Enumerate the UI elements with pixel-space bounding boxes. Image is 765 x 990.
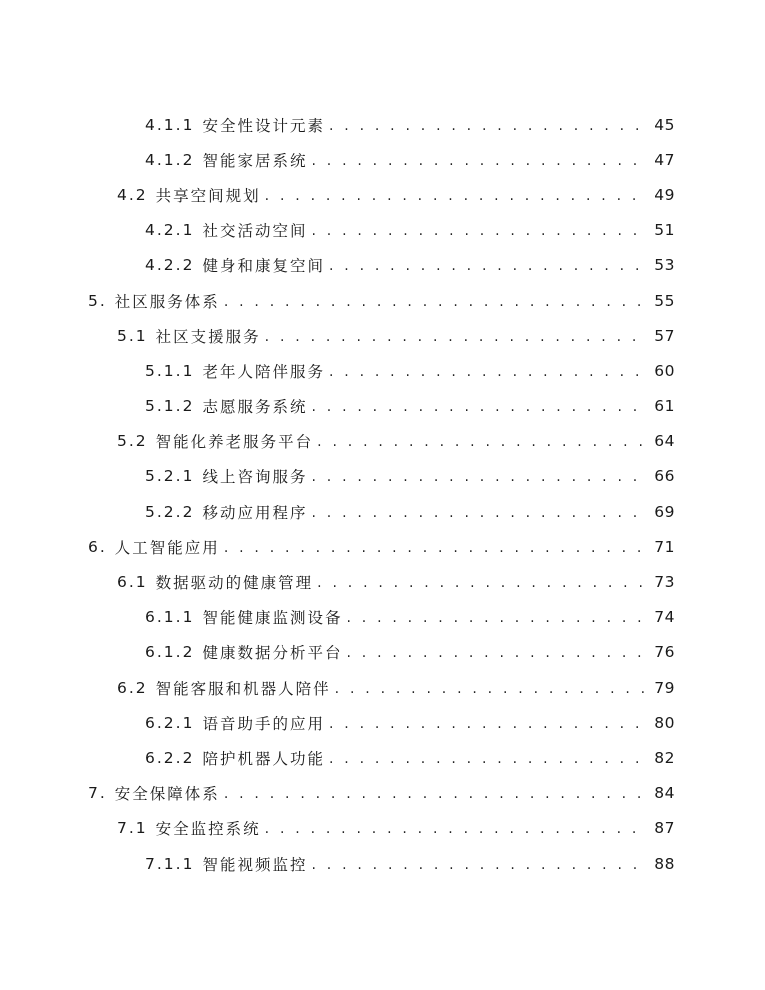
toc-entry-number: 6.2.2 (145, 748, 195, 767)
toc-dot-leader (224, 294, 669, 310)
toc-entry-number: 6.2 (117, 678, 148, 697)
toc-entry-title: 安全性设计元素 (202, 116, 325, 135)
toc-entry-title: 陪护机器人功能 (202, 749, 325, 768)
toc-entry-page-number: 57 (648, 327, 675, 345)
toc-dot-leader (329, 751, 669, 767)
toc-entry-page-number: 69 (648, 503, 675, 521)
toc-entry[interactable] (0, 705, 765, 740)
toc-dot-leader (317, 434, 669, 450)
toc-entry-number: 4.1.2 (145, 150, 195, 169)
toc-entry[interactable] (0, 318, 765, 353)
toc-entry-title: 社区服务体系 (114, 292, 220, 311)
toc-entry-number: 6.1.1 (145, 608, 195, 627)
toc-entry-title: 移动应用程序 (202, 503, 308, 522)
toc-entry[interactable] (0, 389, 765, 424)
toc-entry-number: 6.2.1 (145, 713, 195, 732)
toc-entry[interactable] (0, 283, 765, 318)
toc-entry-number: 6.1 (117, 573, 148, 592)
toc-dot-leader (346, 610, 669, 626)
toc-entry-page-number: 53 (648, 256, 675, 274)
toc-dot-leader (265, 329, 669, 345)
toc-entry-title: 数据驱动的健康管理 (155, 574, 314, 593)
toc-entry-title: 智能家居系统 (202, 151, 308, 170)
toc-entry-number: 4.2.2 (145, 256, 195, 275)
toc-dot-leader (329, 118, 669, 134)
toc-entry-number: 6.1.2 (145, 643, 195, 662)
toc-entry-title: 健康数据分析平台 (202, 644, 343, 663)
toc-entry-page-number: 61 (648, 397, 675, 415)
toc-entry-page-number: 66 (648, 467, 675, 485)
toc-entry-number: 7. (88, 784, 107, 803)
toc-dot-leader (224, 786, 669, 802)
toc-entry-title: 安全监控系统 (155, 820, 261, 839)
toc-entry-number: 4.1.1 (145, 115, 195, 134)
toc-entry[interactable] (0, 635, 765, 670)
toc-entry-title: 智能健康监测设备 (202, 609, 343, 628)
toc-entry-page-number: 79 (648, 679, 675, 697)
toc-entry-page-number: 88 (648, 855, 675, 873)
toc-entry-title: 智能视频监控 (202, 855, 308, 874)
toc-entry-page-number: 55 (648, 292, 675, 310)
toc-dot-leader (335, 681, 669, 697)
toc-entry[interactable] (0, 776, 765, 811)
toc-dot-leader (346, 645, 669, 661)
toc-dot-leader (329, 258, 669, 274)
toc-dot-leader (265, 188, 669, 204)
toc-entry-page-number: 71 (648, 538, 675, 556)
toc-entry[interactable] (0, 353, 765, 388)
toc-entry[interactable] (0, 529, 765, 564)
toc-entry[interactable] (0, 142, 765, 177)
toc-entry-page-number: 73 (648, 573, 675, 591)
toc-entry[interactable] (0, 459, 765, 494)
toc-entry-page-number: 47 (648, 151, 675, 169)
toc-dot-leader (329, 716, 669, 732)
toc-entry-number: 5.1.1 (145, 361, 195, 380)
toc-entry[interactable] (0, 740, 765, 775)
toc-entry-title: 语音助手的应用 (202, 714, 325, 733)
toc-entry[interactable] (0, 177, 765, 212)
toc-entry[interactable] (0, 107, 765, 142)
toc-entry-title: 线上咨询服务 (202, 468, 308, 487)
toc-dot-leader (311, 469, 669, 485)
toc-entry-number: 5. (88, 291, 107, 310)
toc-entry[interactable] (0, 600, 765, 635)
toc-entry-number: 5.2.1 (145, 467, 195, 486)
toc-entry-page-number: 64 (648, 432, 675, 450)
toc-entry-title: 社区支援服务 (155, 327, 261, 346)
toc-entry-page-number: 51 (648, 221, 675, 239)
toc-entry[interactable] (0, 213, 765, 248)
toc-entry-page-number: 74 (648, 608, 675, 626)
toc-entry-page-number: 87 (648, 819, 675, 837)
toc-dot-leader (311, 153, 669, 169)
toc-entry-title: 共享空间规划 (155, 186, 261, 205)
toc-entry-number: 5.1.2 (145, 397, 195, 416)
toc-entry-title: 志愿服务系统 (202, 398, 308, 417)
toc-entry-number: 7.1 (117, 819, 148, 838)
toc-entry-number: 5.1 (117, 326, 148, 345)
toc-entry-title: 人工智能应用 (114, 538, 220, 557)
toc-entry-title: 智能客服和机器人陪伴 (155, 679, 331, 698)
toc-entry-number: 4.2 (117, 185, 148, 204)
toc-dot-leader (329, 364, 669, 380)
toc-dot-leader (265, 821, 669, 837)
toc-dot-leader (311, 505, 669, 521)
toc-entry-title: 智能化养老服务平台 (155, 433, 314, 452)
toc-entry-page-number: 84 (648, 784, 675, 802)
toc-entry[interactable] (0, 564, 765, 599)
toc-entry-title: 健身和康复空间 (202, 257, 325, 276)
toc-entry[interactable] (0, 424, 765, 459)
toc-entry[interactable] (0, 811, 765, 846)
toc-entry-number: 6. (88, 537, 107, 556)
toc-entry-page-number: 45 (648, 116, 675, 134)
toc-dot-leader (317, 575, 669, 591)
toc-entry-number: 5.2.2 (145, 502, 195, 521)
toc-entry-page-number: 49 (648, 186, 675, 204)
toc-entry-title: 老年人陪伴服务 (202, 362, 325, 381)
toc-entry-title: 社交活动空间 (202, 222, 308, 241)
toc-entry-page-number: 80 (648, 714, 675, 732)
toc-dot-leader (224, 540, 669, 556)
toc-dot-leader (311, 223, 669, 239)
toc-entry-title: 安全保障体系 (114, 785, 220, 804)
toc-entry-number: 4.2.1 (145, 221, 195, 240)
toc-entry[interactable] (0, 248, 765, 283)
toc-entry-number: 7.1.1 (145, 854, 195, 873)
toc-entry[interactable] (0, 670, 765, 705)
toc-entry-page-number: 60 (648, 362, 675, 380)
toc-dot-leader (311, 857, 669, 873)
toc-entry-page-number: 76 (648, 643, 675, 661)
toc-entry-page-number: 82 (648, 749, 675, 767)
toc-dot-leader (311, 399, 669, 415)
toc-entry[interactable] (0, 494, 765, 529)
table-of-contents (0, 107, 765, 881)
toc-entry-number: 5.2 (117, 432, 148, 451)
toc-entry[interactable] (0, 846, 765, 881)
